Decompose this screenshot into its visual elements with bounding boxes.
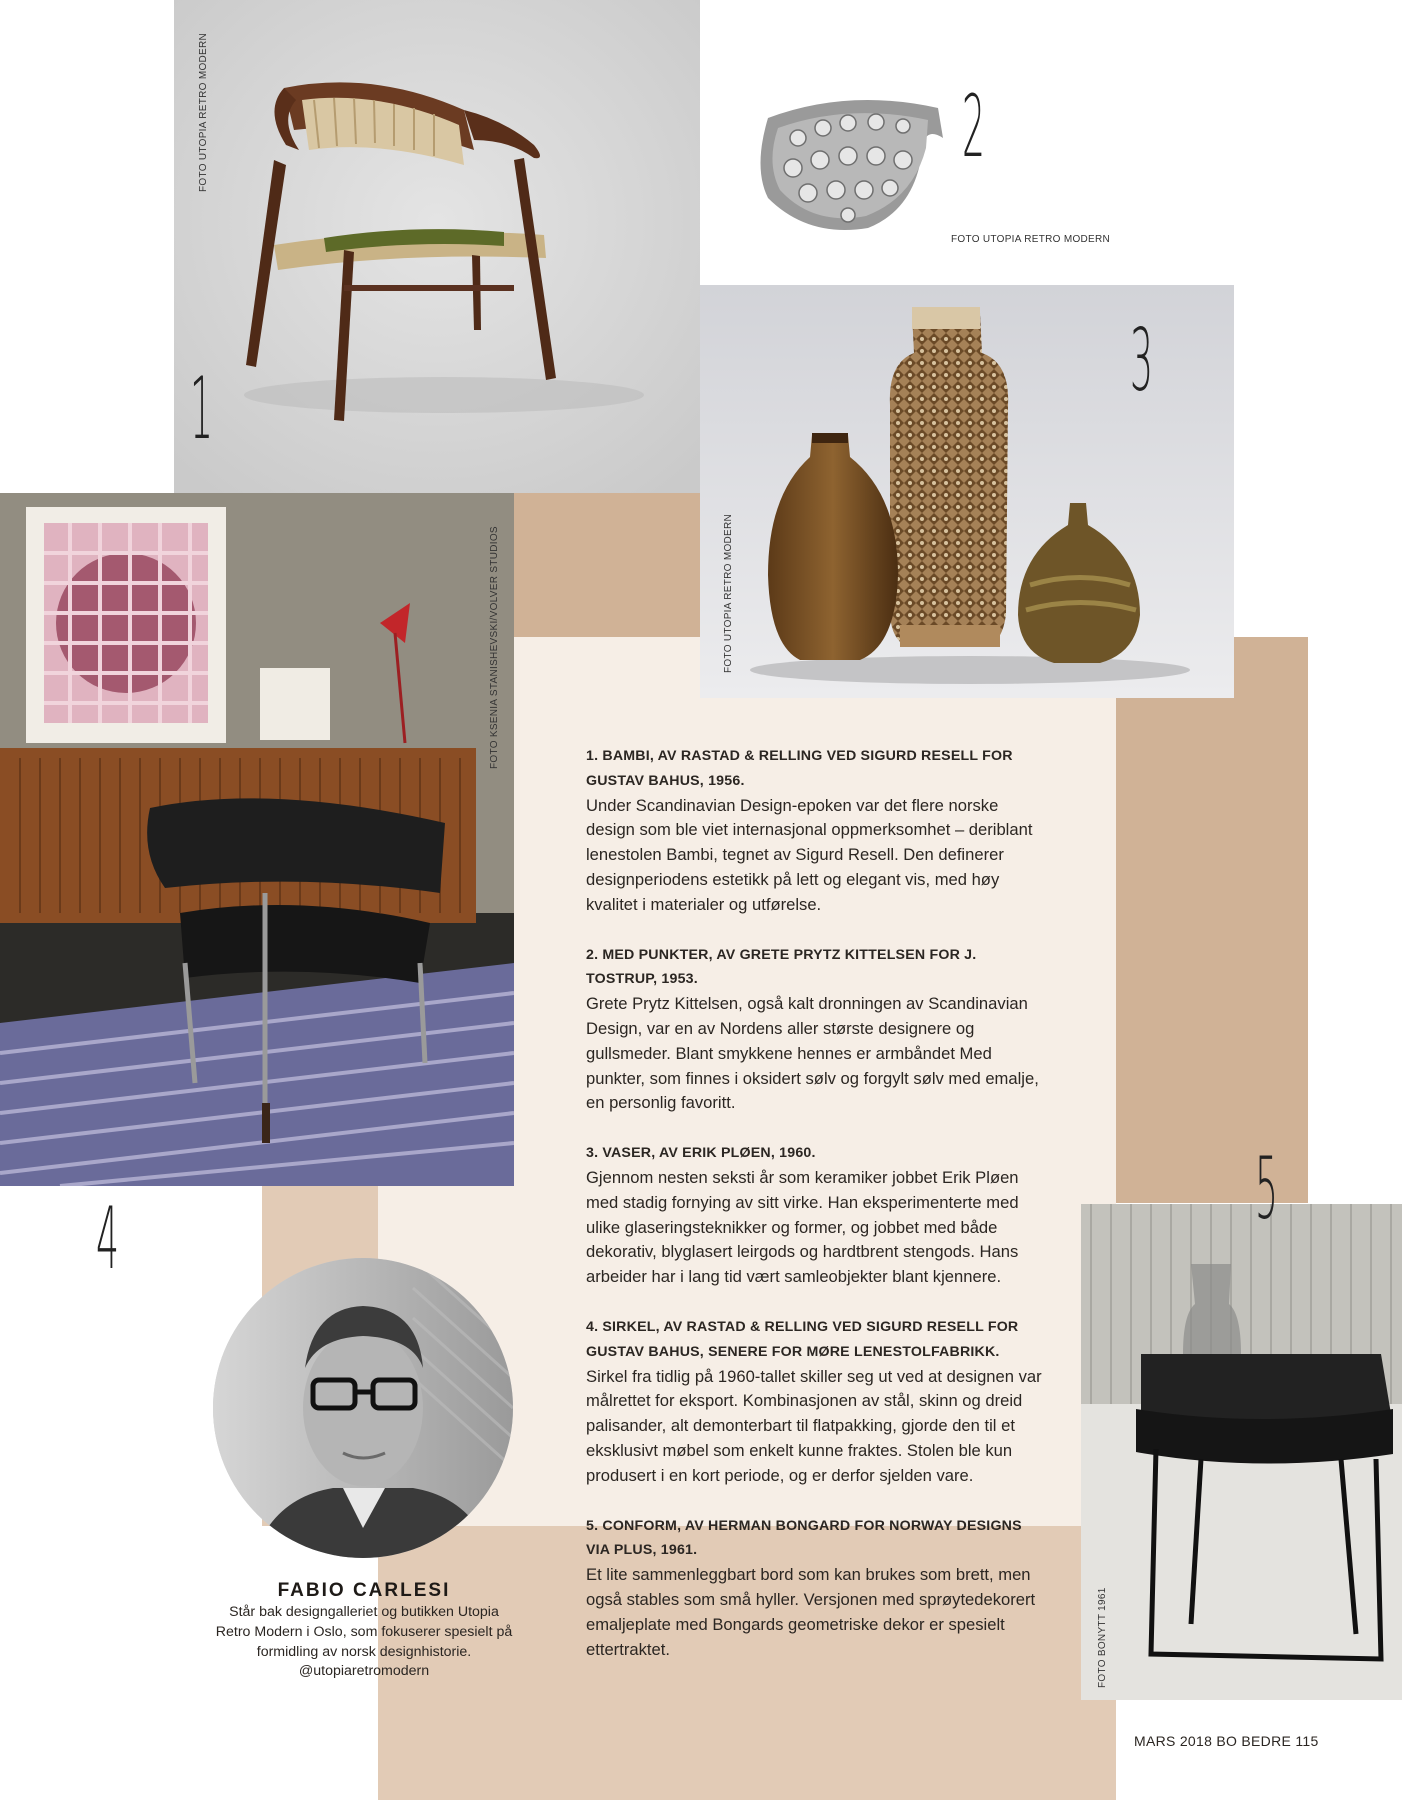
article-item-1 (586, 744, 1048, 918)
article-body-5: Et lite sammenleggbart bord som kan brukes som brett, men også stables som små hyller. Versjonen med sprøytedekorert emaljeplate med Bongards geometriske dekor er spesielt ettertraktet. (586, 1565, 1036, 1659)
article-text (586, 744, 1048, 1687)
credit-bracelet: FOTO UTOPIA RETRO MODERN (951, 234, 1111, 245)
number-5: 5 (1255, 1139, 1278, 1239)
profile-name: FABIO CARLESI (277, 1580, 451, 1601)
credit-chair: FOTO UTOPIA RETRO MODERN (198, 32, 209, 192)
article-body-2: Grete Prytz Kittelsen, også kalt dronningen av Scandinavian Design, var en av Nordens aller største designere og gullsmeder. Blant smykkene hennes er armbåndet Med punkter, som finnes i oksidert sølv og forgylt sølv med emalje, en personlig favoritt. (586, 994, 1039, 1113)
bg-block-right-tan (1116, 637, 1308, 1203)
portrait-photo (213, 1258, 513, 1558)
number-1: 1 (190, 359, 213, 459)
article-body-4: Sirkel fra tidlig på 1960-tallet skiller seg ut ved at designen var målrettet for eksport. Kombinasjonen av stål, skinn og dreid palisander, alt demonterbart til flatpakking, gjorde den til et eksklusivt møbel som enkelt kunne fraktes. Stolen ble kun produsert i en kort periode, og er derfor sjelden vare. (586, 1366, 1042, 1485)
article-heading-5: 5. CONFORM, AV HERMAN BONGARD FOR NORWAY DESIGNS VIA PLUS, 1961. (586, 1517, 1022, 1559)
number-3: 3 (1130, 311, 1153, 411)
number-4: 4 (96, 1189, 119, 1289)
article-body-3: Gjennom nesten seksti år som keramiker jobbet Erik Pløen med stadig fornying av sitt virke. Han eksperimenterte med ulike glaseringsteknikker og former, og jobbet med både dekorativ, blyglasert leirgods og hardtbrent stengods. Hans arbeider har i lang tid vært samleobjekter blant kjennere. (586, 1167, 1019, 1287)
photo-bracelet (748, 78, 958, 258)
photo-vases (700, 285, 1234, 698)
article-heading-2: 2. MED PUNKTER, AV GRETE PRYTZ KITTELSEN FOR J. TOSTRUP, 1953. (586, 946, 977, 988)
photo-conform-table (1081, 1204, 1402, 1700)
photo-sirkel-chair-room (0, 493, 514, 1186)
credit-vases: FOTO UTOPIA RETRO MODERN (723, 513, 734, 673)
credit-room: FOTO KSENIA STANISHEVSKI/VOLVER STUDIOS (489, 526, 500, 769)
article-item-4 (586, 1315, 1048, 1489)
number-2: 2 (962, 77, 985, 177)
profile-bio: Står bak designgalleriet og butikken Utopia Retro Modern i Oslo, som fokuserer spesielt på formidling av norsk designhistorie. @utopiaretromodern (215, 1604, 513, 1680)
article-item-5 (586, 1514, 1048, 1663)
page-folio: MARS 2018 BO BEDRE 115 (1134, 1733, 1319, 1749)
article-body-1: Under Scandinavian Design-epoken var det flere norske design som ble viet internasjonal oppmerksomhet – deriblant lenestolen Bambi, tegnet av Sigurd Resell. Den definerer designperiodens estetikk på lett og elegant vis, med høy kvalitet i materialer og utførelse. (586, 795, 1033, 914)
credit-table: FOTO BONYTT 1961 (1097, 1587, 1108, 1688)
article-heading-3: 3. VASER, AV ERIK PLØEN, 1960. (586, 1145, 816, 1162)
article-heading-1: 1. BAMBI, AV RASTAD & RELLING VED SIGURD RESELL FOR GUSTAV BAHUS, 1956. (586, 748, 1013, 789)
photo-bambi-chair (174, 0, 700, 493)
article-item-2 (586, 943, 1048, 1117)
bg-block-top-tan (514, 493, 700, 637)
article-item-3 (586, 1141, 1048, 1290)
article-heading-4: 4. SIRKEL, AV RASTAD & RELLING VED SIGURD RESELL FOR GUSTAV BAHUS, SENERE FOR MØRE LENESTOLFABRIKK. (586, 1318, 1019, 1360)
